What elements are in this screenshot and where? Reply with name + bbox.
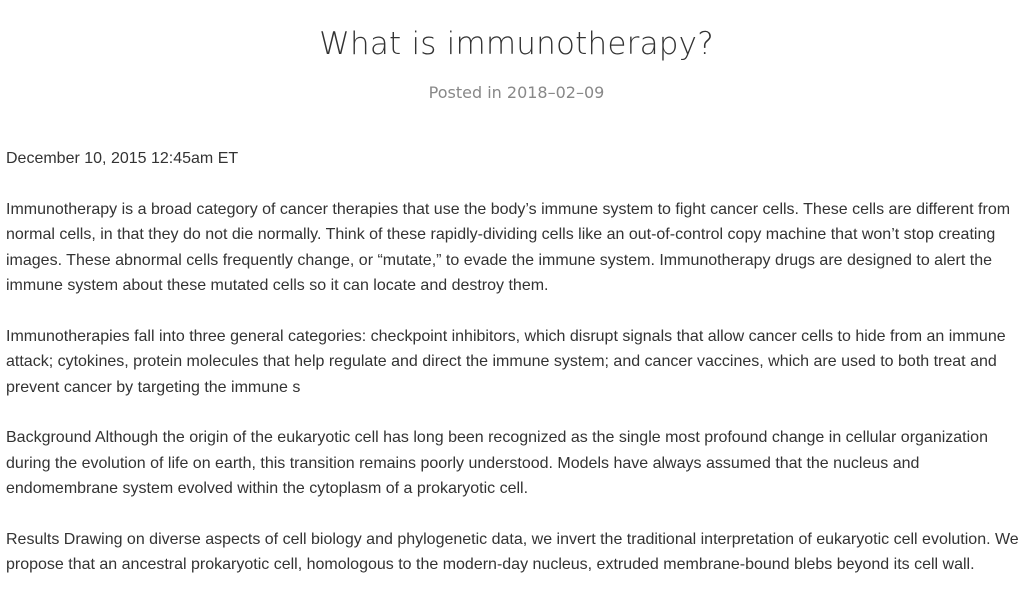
post-paragraph: Immunotherapy is a broad category of cancer therapies that use the body’s immune system to fight cancer cells. These cells are different from normal cells, in that they do not die normally. Think of these rapidly-dividing cells like an out-of-control copy machine that won’t stop creating images. These abnormal cells frequently change, or “mutate,” to evade the immune system. Immunotherapy drugs are designed to alert the immune system about these mutated cells so it can locate and destroy them.: [6, 200, 1011, 295]
post-title: What is immunotherapy?: [319, 26, 714, 62]
post-paragraph: Results Drawing on diverse aspects of cell biology and phylogenetic data, we invert the traditional interpretation of eukaryotic cell evolution. We propose that an ancestral prokaryotic cell, homologous to the modern-day nucleus, extruded membrane-bound blebs beyond its cell wall.: [6, 531, 1019, 574]
post-body: [6, 146, 1030, 603]
post-dateline: December 10, 2015 12:45am ET: [6, 150, 239, 167]
post-paragraph: Background Although the origin of the eukaryotic cell has long been recognized as the single most profound change in cellular organization during the evolution of life on earth, this transition remains poorly understood. Models have always assumed that the nucleus and endomembrane system evolved within the cytoplasm of a prokaryotic cell.: [6, 429, 988, 498]
post-date: Posted in 2018–02–09: [428, 83, 605, 102]
post-paragraph: Immunotherapies fall into three general categories: checkpoint inhibitors, which disrupt signals that allow cancer cells to hide from an immune attack; cytokines, protein molecules that help regulate and direct the immune system; and cancer vaccines, which are used to both treat and prevent cancer by targeting the immune s: [6, 327, 1006, 396]
post-header: [0, 0, 1033, 105]
